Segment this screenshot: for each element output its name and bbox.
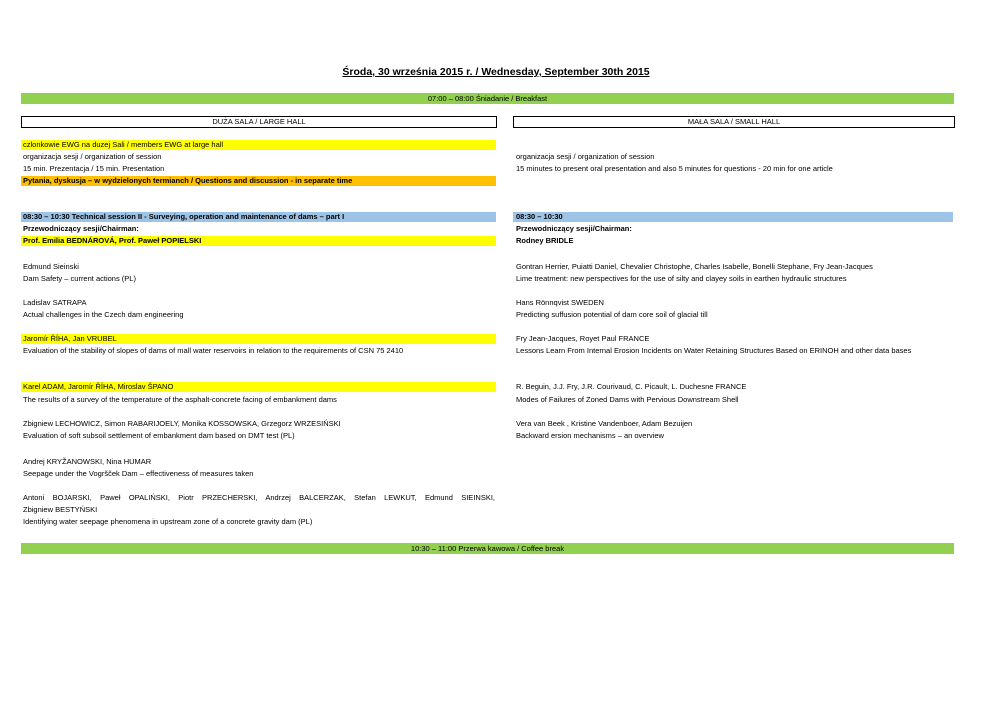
coffee-break-bar: 10:30 – 11:00 Przerwa kawowa / Coffee break	[21, 543, 954, 554]
talk-title: Seepage under the Vogršček Dam – effectiveness of measures taken	[23, 469, 254, 478]
intro-discussion-line: Pytania, dyskusja – w wydzielonych termianch / Questions and discussion - in separate time	[21, 176, 496, 186]
session-right-chair-label: Przewodniczący sesji/Chairman:	[516, 224, 632, 233]
intro-right-organization: organizacja sesji / organization of session	[516, 152, 655, 161]
session-left-header: 08:30 – 10:30 Technical session II - Surveying, operation and maintenance of dams – part I	[21, 212, 496, 222]
session-right-chair: Rodney BRIDLE	[516, 236, 574, 245]
talk-title: Identifying water seepage phenomena in upstream zone of a concrete gravity dam (PL)	[23, 517, 313, 526]
talk-title: Evaluation of the stability of slopes of dams of mall water reservoirs in relation to the requirements of CSN 75 2410	[23, 346, 404, 355]
session-right-header: 08:30 – 10:30	[513, 212, 953, 222]
talk-authors: Hans Rönnqvist SWEDEN	[516, 298, 604, 307]
intro-presentation-line: 15 min. Prezentacja / 15 min. Presentation	[23, 164, 165, 173]
intro-members-line: czlonkowie EWG na duzej Sali / members EWG at large hall	[21, 140, 496, 150]
talk-authors: Ladislav SATRAPA	[23, 298, 87, 307]
talk-title: Lessons Learn From Internal Erosion Incidents on Water Retaining Structures Based on ERINOH and other data bases	[516, 346, 912, 355]
talk-authors: R. Beguin, J.J. Fry, J.R. Courivaud, C. Picault, L. Duchesne FRANCE	[516, 382, 747, 391]
large-hall-header: DUŻA SALA / LARGE HALL	[21, 116, 497, 128]
talk-title: Modes of Failures of Zoned Dams with Pervious Downstream Shell	[516, 395, 739, 404]
intro-right-timing: 15 minutes to present oral presentation and also 5 minutes for questions - 20 min for one article	[516, 164, 833, 173]
page-title: Środa, 30 września 2015 r. / Wednesday, September 30th 2015	[342, 66, 650, 78]
talk-title: Actual challenges in the Czech dam engineering	[23, 310, 184, 319]
talk-authors-continued: Zbigniew BESTYŃSKI	[23, 505, 98, 514]
session-left-chair-label: Przewodniczący sesji/Chairman:	[23, 224, 139, 233]
intro-organization-line: organizacja sesji / organization of session	[23, 152, 162, 161]
talk-title: Lime treatment: new perspectives for the use of silty and clayey soils in earthen hydraulic structures	[516, 274, 847, 283]
talk-authors: Antoni BOJARSKI, Paweł OPALIŃSKI, Piotr PRZECHERSKI, Andrzej BALCERZAK, Stefan LEWKUT, Edmund SIEINSKI,	[23, 493, 495, 502]
talk-title: Predicting suffusion potential of dam core soil of glacial till	[516, 310, 708, 319]
talk-authors-highlighted: Jaromír ŘÍHA, Jan VRUBEL	[21, 334, 496, 344]
talk-authors: Gontran Herrier, Puiatti Daniel, Chevalier Christophe, Charles Isabelle, Bonelli Stephane, Fry Jean-Jacques	[516, 262, 873, 271]
talk-authors-highlighted: Karel ADAM, Jaromír ŘÍHA, Miroslav ŠPANO	[21, 382, 496, 392]
talk-authors: Fry Jean-Jacques, Royet Paul FRANCE	[516, 334, 650, 343]
breakfast-bar: 07:00 – 08:00 Śniadanie / Breakfast	[21, 93, 954, 104]
talk-title: Dam Safety – current actions (PL)	[23, 274, 136, 283]
talk-authors: Edmund Sieinski	[23, 262, 79, 271]
talk-title: Evaluation of soft subsoil settlement of embankment dam based on DMT test (PL)	[23, 431, 295, 440]
session-left-chair: Prof. Emilia BEDNÁROVÁ, Prof. Paweł POPIELSKI	[21, 236, 496, 246]
talk-title: Backward ersion mechanisms – an overview	[516, 431, 664, 440]
small-hall-header: MAŁA SALA / SMALL HALL	[513, 116, 955, 128]
talk-title: The results of a survey of the temperature of the asphalt-concrete facing of embankment dams	[23, 395, 337, 404]
talk-authors: Zbigniew LECHOWICZ, Simon RABARIJOELY, Monika KOSSOWSKA, Grzegorz WRZESIŃSKI	[23, 419, 341, 428]
talk-authors: Andrej KRYŽANOWSKI, Nina HUMAR	[23, 457, 152, 466]
talk-authors: Vera van Beek , Kristine Vandenboer, Adam Bezuijen	[516, 419, 693, 428]
